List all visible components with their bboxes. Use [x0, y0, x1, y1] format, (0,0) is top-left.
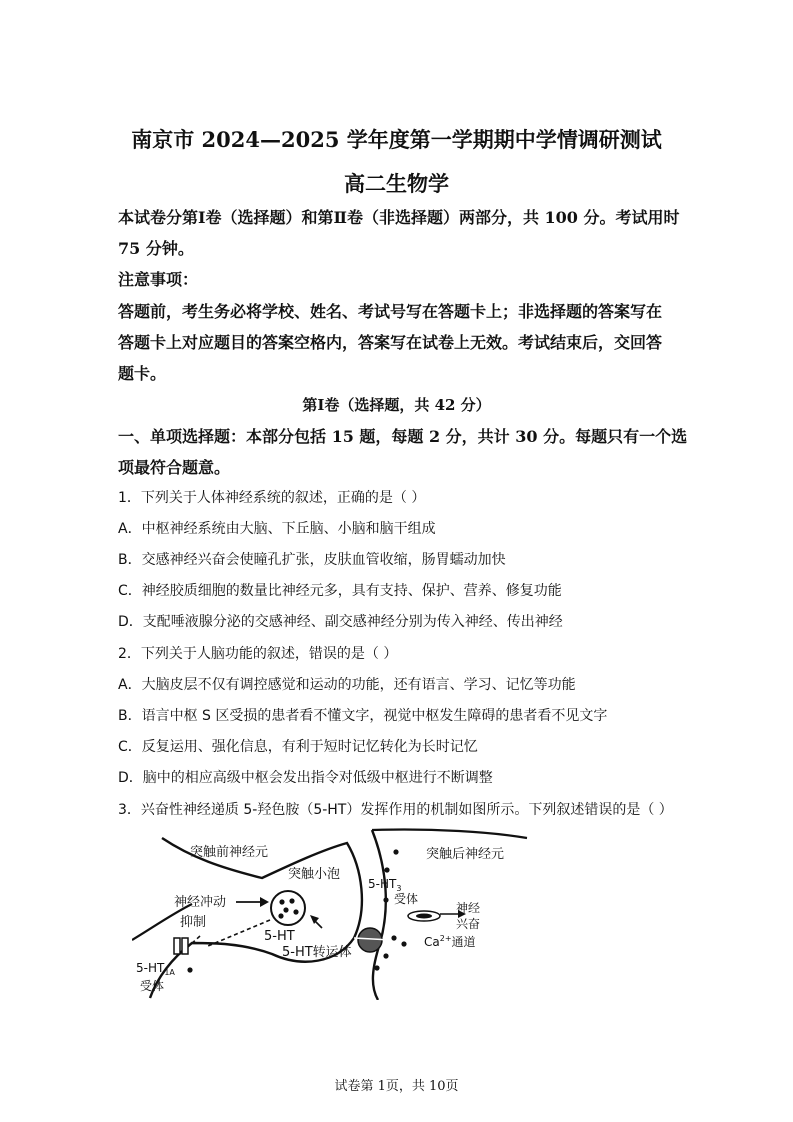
inhibit-label: 抑制 [180, 915, 207, 930]
section-instruction-1: 一、单项选择题：本部分包括 15 题，每题 2 分，共计 30 分。每题只有一个选 [118, 427, 688, 446]
question-3-stem: 3．兴奋性神经递质 5-羟色胺（5-HT）发挥作用的机制如图所示。下列叙述错误的是（ ） [118, 802, 673, 818]
receptor-1a-label-2: 受体 [140, 979, 165, 993]
question-2-option-d: D．脑中的相应高级中枢会发出指令对低级中枢进行不断调整 [118, 770, 493, 786]
notes-heading: 注意事项： [118, 270, 199, 289]
transporter-label: 5-HT转运体 [282, 945, 352, 960]
notes-line-2: 答题卡上对应题目的答案空格内，答案写在试卷上无效。考试结束后，交回答 [118, 333, 663, 352]
notes-line-1: 答题前，考生务必将学校、姓名、考试号写在答题卡上；非选择题的答案写在 [118, 302, 663, 321]
section-instruction-2: 项最符合题意。 [118, 458, 231, 477]
receptor-3-label-2: 受体 [394, 892, 419, 906]
question-1-option-d: D．支配唾液腺分泌的交感神经、副交感神经分别为传入神经、传出神经 [118, 614, 563, 630]
synaptic-vesicle [271, 891, 305, 925]
exam-subject: 高二生物学 [344, 171, 449, 196]
question-1-option-c: C．神经胶质细胞的数量比神经元多，具有支持、保护、营养、修复功能 [118, 583, 562, 599]
question-1-stem: 1．下列关于人体神经系统的叙述，正确的是（ ） [118, 490, 426, 506]
excite-label: 神经 [456, 901, 481, 915]
exam-title: 南京市 2024—2025 学年度第一学期期中学情调研测试 [131, 127, 662, 152]
section-title: 第Ⅰ卷（选择题，共 42 分） [302, 396, 491, 414]
receptor-3-label: $5-HT_3$ [368, 877, 402, 893]
presynaptic-label: 突触前神经元 [190, 845, 269, 860]
intro-line-1: 本试卷分第Ⅰ卷（选择题）和第Ⅱ卷（非选择题）两部分，共 100 分。考试用时 [118, 208, 680, 227]
page-footer: 试卷第 1页，共 10页 [334, 1079, 459, 1094]
question-2-option-b: B．语言中枢 S 区受损的患者看不懂文字，视觉中枢发生障碍的患者看不见文字 [118, 708, 608, 724]
synapse-diagram [132, 828, 652, 1000]
question-2-stem: 2．下列关于人脑功能的叙述，错误的是（ ） [118, 646, 398, 662]
serotonin-label: 5-HT [264, 929, 295, 944]
excite-label-2: 兴奋 [456, 917, 481, 931]
channel-label: $Ca^{2+}$通道 [424, 934, 476, 949]
question-1-option-b: B．交感神经兴奋会使瞳孔扩张，皮肤血管收缩，肠胃蠕动加快 [118, 552, 506, 568]
receptor-1a-icon [174, 938, 180, 954]
postsynaptic-membrane [372, 830, 386, 1000]
question-2-option-c: C．反复运用、强化信息，有利于短时记忆转化为长时记忆 [118, 739, 478, 755]
postsynaptic-label: 突触后神经元 [426, 847, 505, 862]
question-1-option-a: A．中枢神经系统由大脑、下丘脑、小脑和脑干组成 [118, 521, 436, 537]
receptor-1a-label: $5-HT_{1A}$ [136, 961, 175, 977]
intro-line-2: 75 分钟。 [118, 239, 194, 258]
impulse-label: 神经冲动 [174, 895, 227, 910]
vesicle-label: 突触小泡 [288, 867, 341, 882]
notes-line-3: 题卡。 [118, 364, 167, 383]
question-2-option-a: A．大脑皮层不仅有调控感觉和运动的功能，还有语言、学习、记忆等功能 [118, 677, 576, 693]
